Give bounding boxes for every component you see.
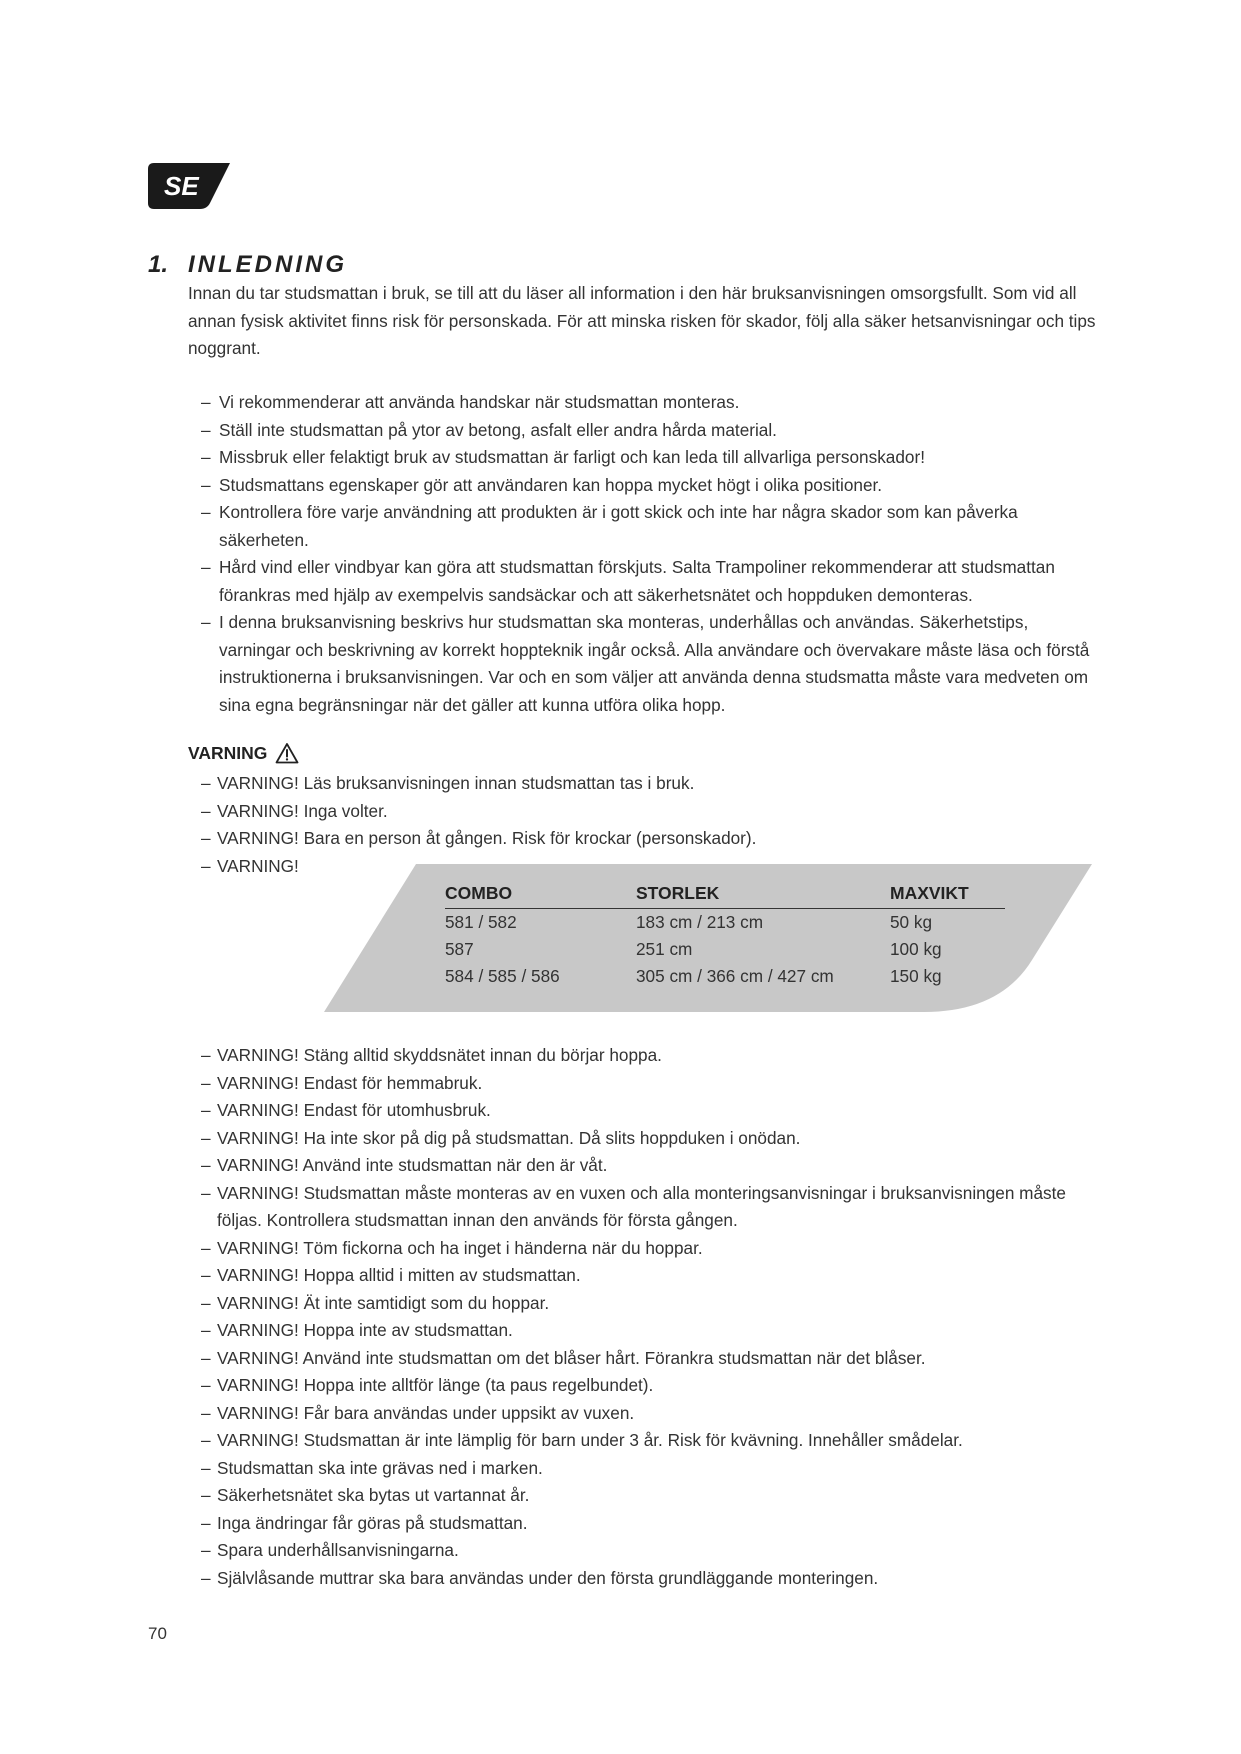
list-item: – Studsmattans egenskaper gör att användaren kan hoppa mycket högt i olika positioner. xyxy=(201,472,1101,500)
table-cell: 581 / 582 xyxy=(445,911,517,932)
warning-item: – VARNING! Hoppa inte alltför länge (ta paus regelbundet). xyxy=(201,1372,1101,1400)
warning-item: – Säkerhetsnätet ska bytas ut vartannat år. xyxy=(201,1482,1101,1510)
warning-item: – VARNING! Får bara användas under uppsikt av vuxen. xyxy=(201,1400,1101,1428)
table-cell: 251 cm xyxy=(636,938,693,959)
column-header-storlek: STORLEK xyxy=(636,880,890,908)
warning-item: – Självlåsande muttrar ska bara användas under den första grundläggande monteringen. xyxy=(201,1565,1101,1593)
warning-heading-label: VARNING xyxy=(188,742,268,763)
intro-line: Innan du tar studsmattan i bruk, se till att du läser all information i den här bruksanvisningen omsorgsfullt. Som vid all xyxy=(188,283,1077,303)
list-item: – Ställ inte studsmattan på ytor av betong, asfalt eller andra hårda material. xyxy=(201,417,1101,445)
warning-item: – Studsmattan ska inte grävas ned i marken. xyxy=(201,1455,1101,1483)
warning-item: – VARNING! Stäng alltid skyddsnätet innan du börjar hoppa. xyxy=(201,1042,1101,1070)
warning-item: – VARNING! Hoppa alltid i mitten av studsmattan. xyxy=(201,1262,1101,1290)
table-row xyxy=(445,963,1005,991)
warning-list-bottom xyxy=(201,1042,1101,1592)
warning-item: – VARNING! Ha inte skor på dig på studsmattan. Då slits hoppduken i onödan. xyxy=(201,1125,1101,1153)
warning-item: – VARNING! Läs bruksanvisningen innan studsmattan tas i bruk. xyxy=(201,770,801,798)
page-number: 70 xyxy=(148,1624,167,1643)
max-weight-table xyxy=(445,880,1005,991)
warning-item: – VARNING! Studsmattan måste monteras av en vuxen och alla monteringsanvisningar i bruksanvisningen måste följas. Kontrollera studsmattan innan den används för första gången. xyxy=(201,1180,1101,1235)
warning-item: – Inga ändringar får göras på studsmattan. xyxy=(201,1510,1101,1538)
intro-paragraph xyxy=(188,280,1108,363)
column-header-maxvikt: MAXVIKT xyxy=(890,880,1005,908)
column-header-combo: COMBO xyxy=(445,880,636,908)
badge-label: SE xyxy=(164,171,199,201)
table-cell: 587 xyxy=(445,938,474,959)
warning-item: – VARNING! Inga volter. xyxy=(201,798,801,826)
table-cell: 584 / 585 / 586 xyxy=(445,966,560,987)
table-row xyxy=(445,908,1005,936)
table-row xyxy=(445,936,1005,964)
warning-item: – VARNING! Bara en person åt gången. Risk för krockar (personskador). xyxy=(201,825,801,853)
section-number: 1. xyxy=(148,251,169,278)
list-item: – Kontrollera före varje användning att produkten är i gott skick och inte har några skador som kan påverka säkerheten. xyxy=(201,499,1101,554)
warning-item: – VARNING! Endast för utomhusbruk. xyxy=(201,1097,1101,1125)
table-cell: 183 cm / 213 cm xyxy=(636,911,764,932)
warning-item: – VARNING! Studsmattan är inte lämplig för barn under 3 år. Risk för kvävning. Innehåller smådelar. xyxy=(201,1427,1101,1455)
warning-item: – VARNING! Endast för hemmabruk. xyxy=(201,1070,1101,1098)
language-badge xyxy=(148,163,230,209)
table-cell: 305 cm / 366 cm / 427 cm xyxy=(636,966,834,987)
warning-triangle-icon xyxy=(275,742,299,764)
table-cell: 100 kg xyxy=(890,938,942,959)
table-cell: 150 kg xyxy=(890,966,942,987)
section-title: INLEDNING xyxy=(188,251,347,278)
warning-item: – VARNING! Ät inte samtidigt som du hoppar. xyxy=(201,1290,1101,1318)
intro-line: annan fysisk aktivitet finns risk för personskada. För att minska risken för skador, följ alla säker hetsanvisningar och tips xyxy=(188,310,1096,331)
table-cell: 50 kg xyxy=(890,911,933,932)
warning-item: – VARNING! Hoppa inte av studsmattan. xyxy=(201,1317,1101,1345)
warning-item: – VARNING! xyxy=(201,853,801,881)
warning-item: – Spara underhållsanvisningarna. xyxy=(201,1537,1101,1565)
section-heading xyxy=(148,251,347,279)
table-header-row xyxy=(445,880,1005,908)
list-item: – Vi rekommenderar att använda handskar när studsmattan monteras. xyxy=(201,389,1101,417)
warning-item: – VARNING! Töm fickorna och ha inget i händerna när du hoppar. xyxy=(201,1235,1101,1263)
warning-heading xyxy=(188,742,299,764)
intro-line: noggrant. xyxy=(188,338,261,358)
list-item: – I denna bruksanvisning beskrivs hur studsmattan ska monteras, underhållas och användas. Säkerhetstips, varningar och beskrivning av korrekt hoppteknik ingår också. Alla användare och övervakare måste läsa och förstå instruktionerna i bruksanvisningen. Var och en som väljer att använda denna studsmatta måste vara medveten om sina egna begränsningar när det gäller att kunna utföra olika hopp. xyxy=(201,609,1101,719)
list-item: – Missbruk eller felaktigt bruk av studsmattan är farligt och kan leda till allvarliga personskador! xyxy=(201,444,1101,472)
intro-bullet-list xyxy=(201,389,1101,719)
warning-item: – VARNING! Använd inte studsmattan om det blåser hårt. Förankra studsmattan när det blåser. xyxy=(201,1345,1101,1373)
list-item: – Hård vind eller vindbyar kan göra att studsmattan förskjuts. Salta Trampoliner rekommenderar att studsmattan förankras med hjälp av exempelvis sandsäckar och att säkerhetsnätet och hoppduken demonteras. xyxy=(201,554,1101,609)
warning-item: – VARNING! Använd inte studsmattan när den är våt. xyxy=(201,1152,1101,1180)
